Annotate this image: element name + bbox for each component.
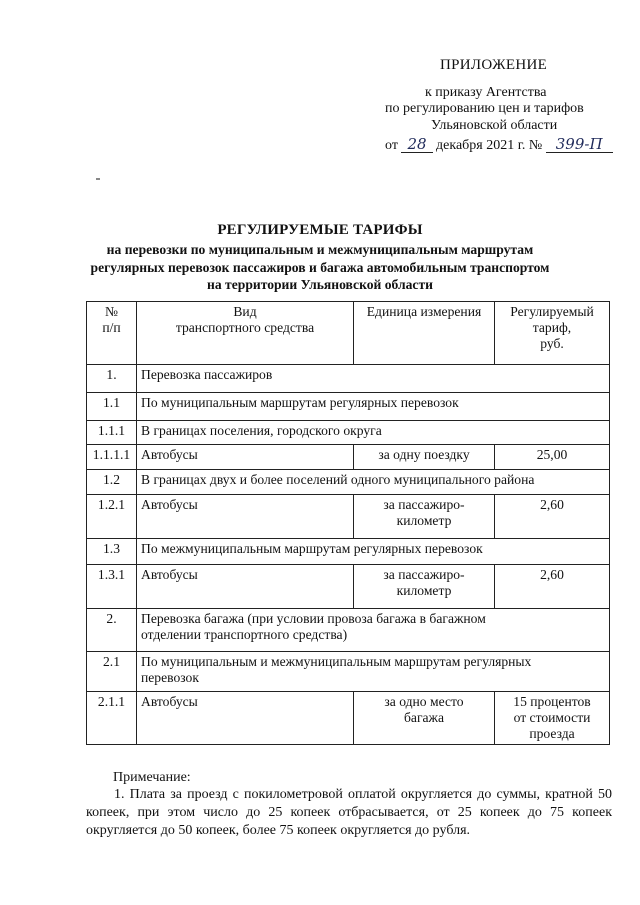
subtitle-line-2: регулярных перевозок пассажиров и багажа автомобильным транспортом bbox=[90, 259, 550, 275]
appendix-line-3: Ульяновской области bbox=[431, 118, 558, 133]
row-num: 1.3.1 bbox=[87, 565, 137, 609]
appendix-title: ПРИЛОЖЕНИЕ bbox=[440, 57, 548, 73]
table-row bbox=[87, 495, 610, 539]
row-vehicle-type: Автобусы bbox=[137, 692, 354, 745]
note-heading: Примечание: bbox=[113, 770, 191, 785]
table-row bbox=[87, 421, 610, 445]
table-row bbox=[87, 445, 610, 470]
row-unit: за одно место багажа bbox=[354, 692, 495, 745]
row-num: 1.2 bbox=[87, 470, 137, 495]
row-tariff: 25,00 bbox=[495, 445, 610, 470]
subtitle-line-1: на перевозки по муниципальным и межмуниципальным маршрутам bbox=[106, 242, 534, 257]
row-tariff: 15 процентов от стоимости проезда bbox=[495, 692, 610, 745]
note-text: 1. Плата за проезд с покилометровой оплатой округляется до суммы, кратной 50 копеек, при этом число до 25 копеек отбрасывается, от 25 копеек до 75 копеек округляется до 50 копеек, более 75 копеек округляется до рубля. bbox=[86, 787, 612, 838]
header-unit: Единица измерения bbox=[354, 302, 495, 365]
row-num: 2. bbox=[87, 609, 137, 652]
date-rest: декабря 2021 г. № bbox=[436, 138, 543, 153]
order-date-line bbox=[385, 137, 613, 154]
row-vehicle-type: Автобусы bbox=[137, 495, 354, 539]
table-row bbox=[87, 539, 610, 565]
header-tariff: Регулируемый тариф, руб. bbox=[495, 302, 610, 365]
table-row bbox=[87, 565, 610, 609]
row-vehicle-type: Автобусы bbox=[137, 445, 354, 470]
row-unit: за пассажиро- километр bbox=[354, 495, 495, 539]
row-num: 1.3 bbox=[87, 539, 137, 565]
tariffs-table bbox=[86, 301, 610, 745]
row-vehicle-type: Автобусы bbox=[137, 565, 354, 609]
row-num: 2.1.1 bbox=[87, 692, 137, 745]
appendix-line-1: к приказу Агентства bbox=[425, 85, 547, 100]
row-section-text: Перевозка пассажиров bbox=[137, 365, 610, 393]
table-header-row bbox=[87, 302, 610, 365]
header-num: № п/п bbox=[87, 302, 137, 365]
handwritten-day: 28 bbox=[401, 137, 432, 153]
table-row bbox=[87, 470, 610, 495]
row-num: 1.1.1.1 bbox=[87, 445, 137, 470]
row-section-text: В границах двух и более поселений одного муниципального района bbox=[137, 470, 610, 495]
row-unit: за одну поездку bbox=[354, 445, 495, 470]
row-num: 2.1 bbox=[87, 652, 137, 692]
row-section-text: По муниципальным маршрутам регулярных перевозок bbox=[137, 393, 610, 421]
row-num: 1. bbox=[87, 365, 137, 393]
date-prefix: от bbox=[385, 138, 398, 153]
scan-artifact bbox=[96, 178, 100, 180]
row-unit: за пассажиро- километр bbox=[354, 565, 495, 609]
row-section-text: По муниципальным и межмуниципальным маршрутам регулярных перевозок bbox=[137, 652, 610, 692]
row-num: 1.2.1 bbox=[87, 495, 137, 539]
document-subtitle bbox=[0, 241, 640, 294]
appendix-line-2: по регулированию цен и тарифов bbox=[385, 101, 584, 116]
row-num: 1.1.1 bbox=[87, 421, 137, 445]
row-tariff: 2,60 bbox=[495, 495, 610, 539]
table-row bbox=[87, 692, 610, 745]
table-row bbox=[87, 652, 610, 692]
table-row bbox=[87, 365, 610, 393]
row-section-text: В границах поселения, городского округа bbox=[137, 421, 610, 445]
row-num: 1.1 bbox=[87, 393, 137, 421]
row-tariff: 2,60 bbox=[495, 565, 610, 609]
row-section-text: По межмуниципальным маршрутам регулярных перевозок bbox=[137, 539, 610, 565]
table-row bbox=[87, 393, 610, 421]
document-title: РЕГУЛИРУЕМЫЕ ТАРИФЫ bbox=[217, 222, 423, 238]
header-vehicle-type: Вид транспортного средства bbox=[137, 302, 354, 365]
handwritten-order-number: 399-П bbox=[546, 137, 613, 153]
table-row bbox=[87, 609, 610, 652]
subtitle-line-3: на территории Ульяновской области bbox=[207, 277, 433, 293]
row-section-text: Перевозка багажа (при условии провоза багажа в багажном отделении транспортного средства) bbox=[137, 609, 610, 652]
